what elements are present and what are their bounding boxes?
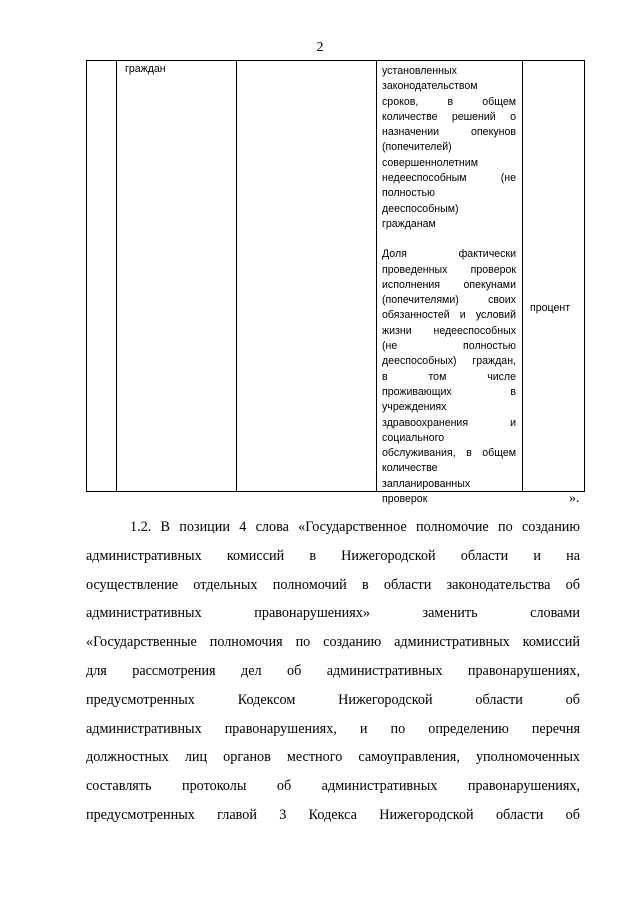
indicator-b-line: обязанностей и условий	[382, 309, 516, 322]
paragraph-line: осуществление отдельных полномочий в области законодательства об	[86, 576, 580, 593]
indicator-a-line: гражданам	[382, 217, 436, 230]
indicator-b-line: (попечителями) своих	[382, 294, 516, 307]
table-cell-name-text: граждан	[125, 63, 166, 75]
indicator-a-line: (попечителей)	[382, 141, 452, 154]
indicator-b-line: здравоохранения и	[382, 416, 516, 429]
indicator-a-line: законодательством	[382, 80, 478, 93]
indicator-b-line: запланированных	[382, 477, 471, 490]
indicator-a-line: установленных	[382, 65, 457, 77]
indicator-b-line: дееспособных) граждан,	[382, 355, 516, 368]
indicator-b-line: обслуживания, в общем	[382, 447, 516, 460]
indicator-b-line: Доля фактически	[382, 248, 516, 261]
amendment-paragraph	[86, 513, 580, 830]
table-cell-indicator-text	[382, 64, 516, 507]
indicator-a-line: совершеннолетним	[382, 156, 478, 169]
paragraph-line: должностных лиц органов местного самоуправления, уполномоченных	[86, 749, 580, 766]
indicator-a-line: количестве решений о	[382, 110, 516, 123]
paragraph-line: административных комиссий в Нижегородской области и на	[86, 547, 580, 564]
indicator-b-line: социального	[382, 431, 445, 444]
table-column-name	[117, 61, 237, 491]
paragraph-line: административных правонарушениях» заменить словами	[86, 605, 580, 622]
indicator-b-line: (не полностью	[382, 340, 516, 353]
indicator-b-line: в том числе	[382, 370, 516, 383]
paragraph-line: предусмотренных главой 3 Кодекса Нижегородской области об	[86, 806, 580, 823]
table-column-unit	[523, 61, 586, 491]
indicator-b-line: проживающих в	[382, 385, 516, 398]
indicator-a-line: полностью	[382, 187, 435, 200]
indicator-b-line: проверок	[382, 493, 428, 506]
paragraph-line: для рассмотрения дел об административных правонарушениях,	[86, 662, 580, 679]
paragraph-line: административных правонарушениях, и по определению перечня	[86, 720, 580, 737]
indicator-b-line: учреждениях	[382, 401, 447, 414]
indicator-b-line: проведенных проверок	[382, 263, 516, 276]
page-number: 2	[316, 40, 324, 55]
table-column-number	[87, 61, 117, 491]
indicator-b-line: жизни недееспособных	[382, 324, 516, 337]
indicator-b-line: количестве	[382, 462, 438, 475]
table-column-indicator	[377, 61, 523, 506]
paragraph-line: составлять протоколы об административных правонарушениях,	[86, 778, 580, 795]
paragraph-line: «Государственные полномочия по созданию административных комиссий	[86, 634, 580, 651]
indicator-spacer	[382, 232, 516, 247]
indicator-a-line: недееспособным (не	[382, 172, 516, 185]
paragraph-line: 1.2. В позиции 4 слова «Государственное полномочие по созданию	[130, 519, 580, 535]
table-column-empty	[237, 61, 377, 491]
closing-quote-mark: ».	[569, 491, 580, 506]
table-continuation	[86, 60, 585, 506]
indicator-a-line: дееспособным)	[382, 202, 459, 215]
paragraph-line: предусмотренных Кодексом Нижегородской области об	[86, 691, 580, 708]
indicator-a-line: назначении опекунов	[382, 126, 516, 139]
table-cell-unit-text: процент	[530, 302, 571, 314]
indicator-b-line: исполнения опекунами	[382, 278, 516, 291]
indicator-a-line: сроков, в общем	[382, 95, 516, 108]
